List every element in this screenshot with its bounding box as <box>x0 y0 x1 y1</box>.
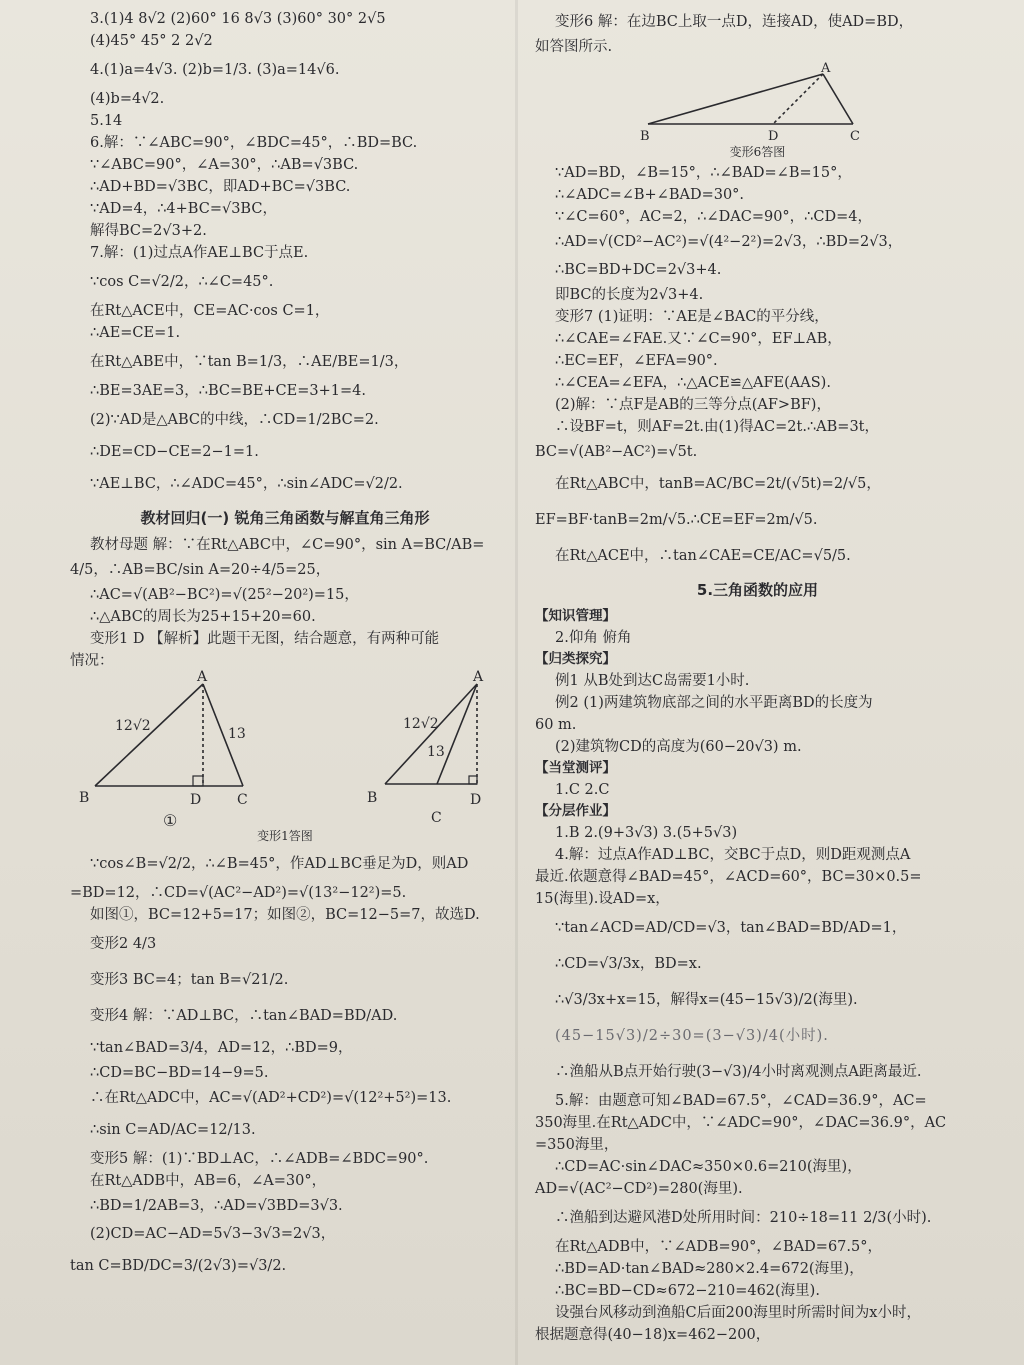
label-A: A <box>820 61 830 76</box>
answer-line: ∵AE⊥BC，∴∠ADC=45°，∴sin∠ADC=√2/2. <box>90 476 403 492</box>
answer-line: ∴∠CEA=∠EFA，∴△ACE≌△AFE(AAS). <box>555 375 831 391</box>
answer-line: ∴sin C=AD/AC=12/13. <box>90 1122 256 1138</box>
answer-line: ∴CD=BC−BD=14−9=5. <box>90 1065 269 1081</box>
answer-line: 在Rt△ABE中，∵tan B=1/3，∴AE/BE=1/3， <box>90 354 409 370</box>
answer-line: 例1 从B处到达C岛需要1小时. <box>555 673 750 689</box>
answer-line: ∴△ABC的周长为25+15+20=60. <box>90 609 316 625</box>
answer-line: ∵tan∠BAD=3/4，AD=12，∴BD=9， <box>90 1040 353 1056</box>
label-C: C <box>237 792 248 808</box>
answer-line: ∵cos∠B=√2/2，∴∠B=45°，作AD⊥BC垂足为D，则AD <box>90 856 469 872</box>
answer-line: 4.(1)a=4√3. (2)b=1/3. (3)a=14√6. <box>90 62 340 78</box>
answer-line: 3.(1)4 8√2 (2)60° 16 8√3 (3)60° 30° 2√5 <box>90 11 386 27</box>
answer-line: tan C=BD/DC=3/(2√3)=√3/2. <box>70 1258 287 1274</box>
label-D: D <box>190 792 202 808</box>
answer-line: EF=BF·tanB=2m/√5.∴CE=EF=2m/√5. <box>535 512 818 528</box>
answer-line: 5.解：由题意可知∠BAD=67.5°，∠CAD=36.9°，AC= <box>555 1093 927 1109</box>
answer-line: 变形7 (1)证明：∵AE是∠BAC的平分线， <box>555 309 829 325</box>
answer-line: ∴BD=AD·tan∠BAD≈280×2.4=672(海里)， <box>555 1261 864 1277</box>
answer-line: ∴DE=CD−CE=2−1=1. <box>90 444 259 460</box>
answer-line: 60 m. <box>535 717 577 733</box>
answer-line: ∴∠CAE=∠FAE.又∵∠C=90°，EF⊥AB， <box>555 331 842 347</box>
answer-line: 在Rt△ADB中，AB=6，∠A=30°， <box>90 1173 327 1189</box>
answer-line: 最近.依题意得∠BAD=45°，∠ACD=60°，BC=30×0.5= <box>535 869 922 885</box>
answer-line: ∴AD+BD=√3BC，即AD+BC=√3BC. <box>90 179 351 195</box>
answer-line: (2)解：∵点F是AB的三等分点(AF>BF)， <box>555 397 831 413</box>
answer-line: (4)b=4√2. <box>90 91 165 107</box>
label-D: D <box>767 129 778 144</box>
answer-line: ∴CD=√3/3x，BD=x. <box>555 956 702 972</box>
answer-line: ∴∠ADC=∠B+∠BAD=30°. <box>555 187 745 203</box>
answer-line: 教材母题 解：∵在Rt△ABC中，∠C=90°，sin A=BC/AB= <box>90 537 485 553</box>
answer-line: 例2 (1)两建筑物底部之间的水平距离BD的长度为 <box>555 695 873 711</box>
tag-classtest: 【当堂测评】 <box>535 760 616 776</box>
answer-line: ∵AD=4，∴4+BC=√3BC， <box>90 201 277 217</box>
answer-line: =BD=12，∴CD=√(AC²−AD²)=√(13²−12²)=5. <box>70 885 407 901</box>
label-D: D <box>470 792 482 808</box>
answer-line: 变形6 解：在边BC上取一点D，连接AD，使AD=BD， <box>555 14 914 30</box>
answer-line: ∴设BF=t，则AF=2t.由(1)得AC=2t.∴AB=3t， <box>555 419 880 435</box>
answer-line: 即BC的长度为2√3+4. <box>555 287 704 303</box>
label-A: A <box>473 669 484 685</box>
label-C: C <box>849 129 860 144</box>
answer-line: ∵∠C=60°，AC=2，∴∠DAC=90°，∴CD=4， <box>555 209 872 225</box>
answer-line: ∴CD=AC·sin∠DAC≈350×0.6=210(海里)， <box>555 1159 862 1175</box>
answer-line-smudged: (45−15√3)/2÷30=(3−√3)/4(小时). <box>555 1028 829 1044</box>
section-heading-trig-applications: 5.三角函数的应用 <box>696 581 819 599</box>
tag-knowledge: 【知识管理】 <box>535 608 616 624</box>
answer-line: ∴BC=BD−CD≈672−210=462(海里). <box>555 1283 820 1299</box>
answer-line: 6.解：∵∠ABC=90°，∠BDC=45°，∴BD=BC. <box>90 135 418 151</box>
answer-line: 变形1 D 【解析】此题干无图，结合题意，有两种可能 <box>90 631 440 647</box>
answer-line: 情况： <box>70 653 114 669</box>
right-column <box>535 8 980 1346</box>
answer-line: ∴渔船到达避风港D处所用时间：210÷18=11 2/3(小时). <box>555 1210 932 1226</box>
left-column <box>70 8 500 1284</box>
tag-explore: 【归类探究】 <box>535 651 616 667</box>
tag-homework: 【分层作业】 <box>535 803 616 819</box>
answer-line: 2.仰角 俯角 <box>555 630 632 646</box>
answer-line: 根据题意得(40−18)x=462−200， <box>535 1327 771 1343</box>
answer-line: 在Rt△ABC中，tanB=AC/BC=2t/(√5t)=2/√5， <box>555 476 881 492</box>
answer-line: 350海里.在Rt△ADC中，∵∠ADC=90°，∠DAC=36.9°，AC <box>535 1115 947 1131</box>
answer-line: ∴BE=3AE=3，∴BC=BE+CE=3+1=4. <box>90 383 366 399</box>
answer-line: ∴在Rt△ADC中，AC=√(AD²+CD²)=√(12²+5²)=13. <box>90 1090 452 1106</box>
answer-line: ∴BC=BD+DC=2√3+4. <box>555 262 722 278</box>
answer-line: 15(海里).设AD=x， <box>535 891 670 907</box>
answer-line: 变形5 解：(1)∵BD⊥AC，∴∠ADB=∠BDC=90°. <box>90 1151 429 1167</box>
answer-line: 1.B 2.(9+3√3) 3.(5+5√3) <box>555 825 738 841</box>
answer-line: (2)CD=AC−AD=5√3−3√3=2√3， <box>90 1226 336 1242</box>
answer-line: BC=√(AB²−AC²)=√5t. <box>535 444 698 460</box>
answer-line: 1.C 2.C <box>555 782 610 798</box>
label-B: B <box>367 790 378 806</box>
answer-line: ∴√3/3x+x=15，解得x=(45−15√3)/2(海里). <box>555 992 858 1008</box>
answer-line: 在Rt△ACE中，∴tan∠CAE=CE/AC=√5/5. <box>555 548 851 564</box>
answer-line: 变形4 解：∵AD⊥BC，∴tan∠BAD=BD/AD. <box>90 1008 398 1024</box>
answer-line: ∴渔船从B点开始行驶(3−√3)/4小时离观测点A距离最近. <box>555 1064 922 1080</box>
answer-line: 设强台风移动到渔船C后面200海里时所需时间为x小时， <box>555 1305 921 1321</box>
label-B: B <box>79 790 90 806</box>
answer-line: ∵AD=BD，∠B=15°，∴∠BAD=∠B=15°， <box>555 165 852 181</box>
answer-line: ∴AE=CE=1. <box>90 325 181 341</box>
answer-line: 如答图所示. <box>535 39 613 55</box>
answer-line: 变形3 BC=4；tan B=√21/2. <box>90 972 289 988</box>
answer-line: 5.14 <box>90 113 123 129</box>
variant6-figure <box>638 62 878 142</box>
section-heading-textbook-review: 教材回归(一) 锐角三角函数与解直角三角形 <box>140 509 430 527</box>
page-fold <box>515 0 518 1365</box>
answer-line: (4)45° 45° 2 2√2 <box>90 33 213 49</box>
figure-caption: 变形1答图 <box>257 829 313 843</box>
answer-line: ∴AC=√(AB²−BC²)=√(25²−20²)=15， <box>90 587 359 603</box>
label-B: B <box>639 129 650 144</box>
variant1-figure <box>79 669 485 830</box>
answer-line: AD=√(AC²−CD²)=280(海里). <box>535 1181 743 1197</box>
answer-line: (2)∵AD是△ABC的中线，∴CD=1/2BC=2. <box>90 412 379 428</box>
answer-line: ∴AD=√(CD²−AC²)=√(4²−2²)=2√3，∴BD=2√3， <box>555 234 903 250</box>
answer-line: 如图①，BC=12+5=17；如图②，BC=12−5=7，故选D. <box>90 907 480 923</box>
answer-line: ∵∠ABC=90°，∠A=30°，∴AB=√3BC. <box>90 157 359 173</box>
answer-line: 4.解：过点A作AD⊥BC，交BC于点D，则D距观测点A <box>555 847 911 863</box>
answer-line: 4/5，∴AB=BC/sin A=20÷4/5=25， <box>70 562 331 578</box>
side-label-ac: 13 <box>228 726 246 742</box>
answer-line: ∴EC=EF，∠EFA=90°. <box>555 353 718 369</box>
answer-line: ∵tan∠ACD=AD/CD=√3，tan∠BAD=BD/AD=1， <box>555 920 907 936</box>
answer-line: 解得BC=2√3+2. <box>90 223 207 239</box>
answer-line: 在Rt△ADB中，∵∠ADB=90°，∠BAD=67.5°， <box>555 1239 882 1255</box>
answer-line: ∵cos C=√2/2，∴∠C=45°. <box>90 274 274 290</box>
side-label-ac: 13 <box>427 744 445 760</box>
label-A: A <box>197 669 208 685</box>
answer-line: 7.解：(1)过点A作AE⊥BC于点E. <box>90 245 309 261</box>
answer-line: (2)建筑物CD的高度为(60−20√3) m. <box>555 739 802 755</box>
answer-line: 在Rt△ACE中，CE=AC·cos C=1， <box>90 303 330 319</box>
side-label-ab: 12√2 <box>115 718 151 734</box>
answer-line: 变形2 4/3 <box>90 936 157 952</box>
figure-number: ① <box>163 811 178 830</box>
side-label-ab: 12√2 <box>403 716 439 732</box>
figure-caption: 变形6答图 <box>729 145 786 159</box>
answer-line: =350海里， <box>535 1137 619 1153</box>
label-C: C <box>431 810 442 826</box>
answer-line: ∴BD=1/2AB=3，∴AD=√3BD=3√3. <box>90 1198 343 1214</box>
